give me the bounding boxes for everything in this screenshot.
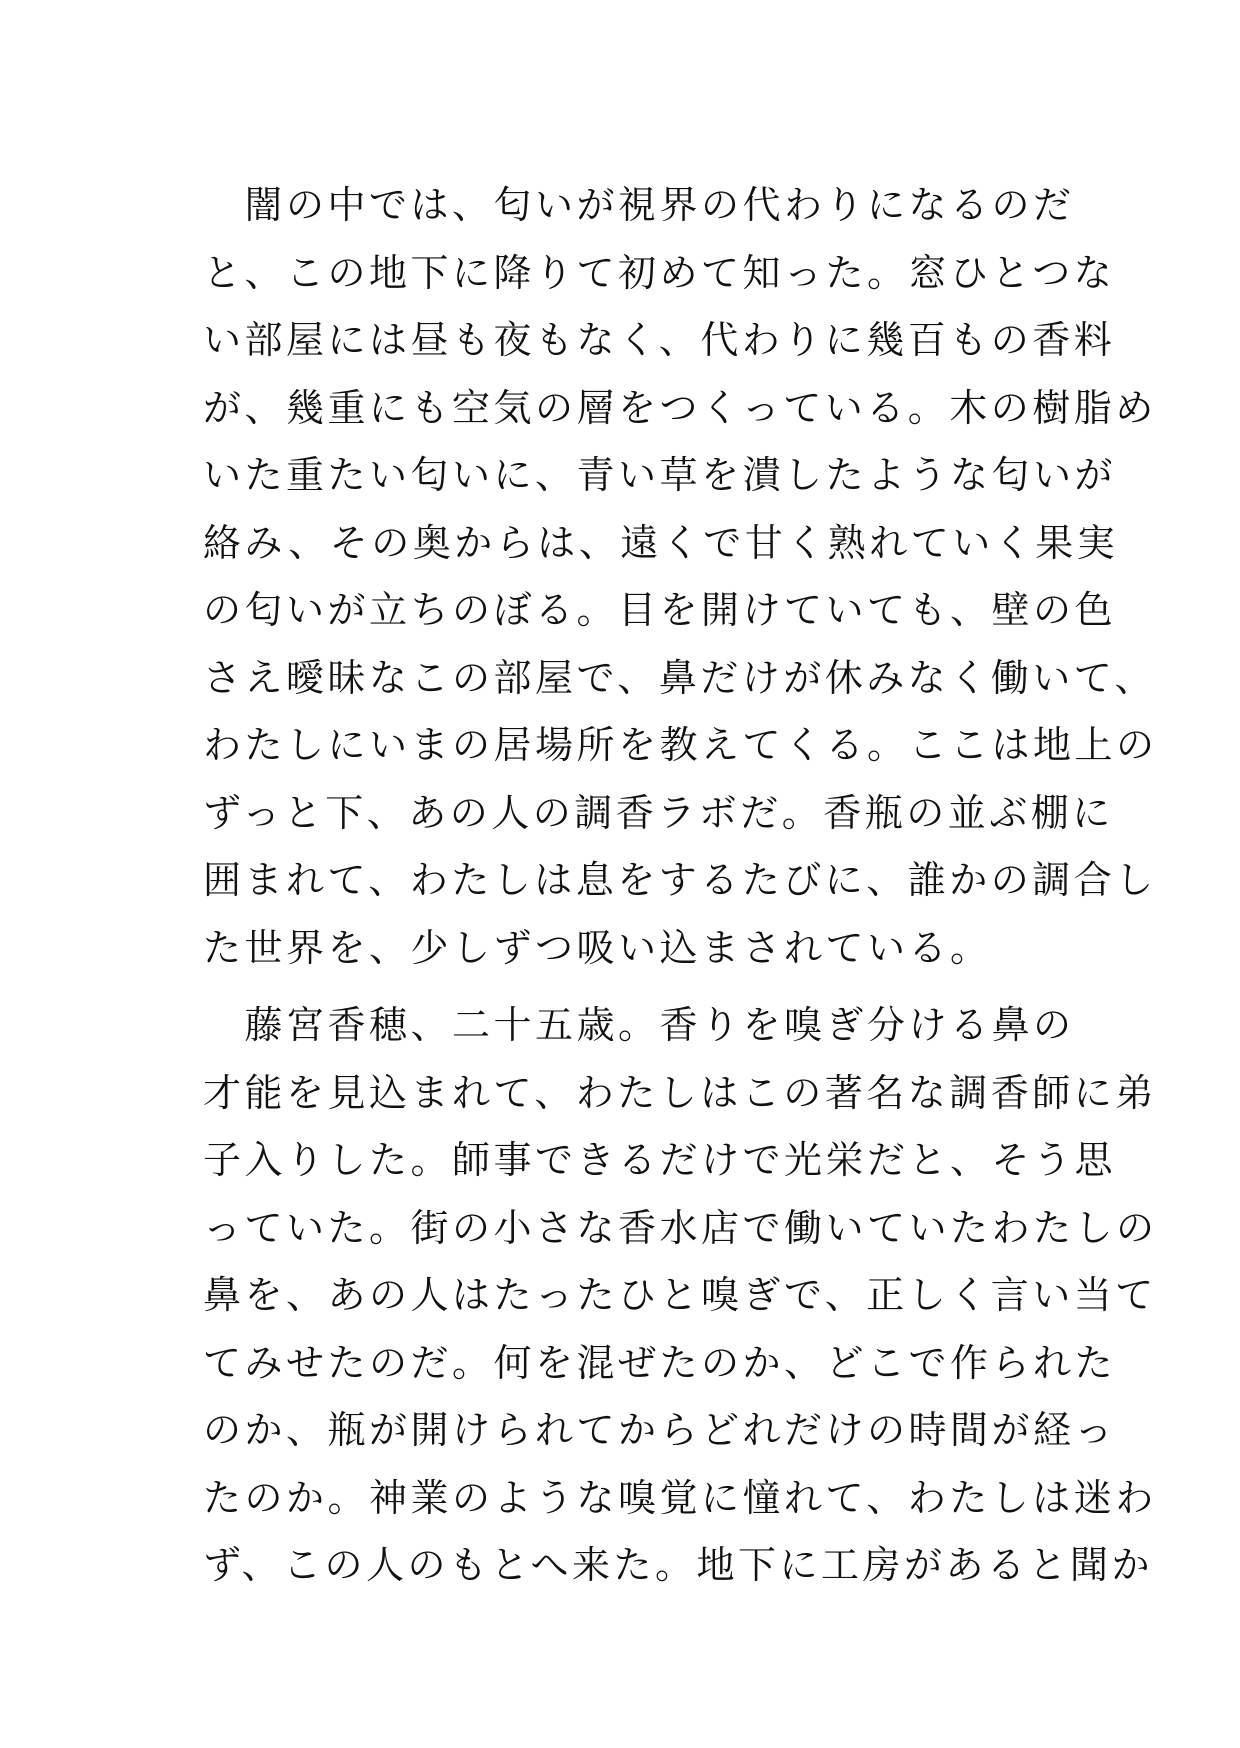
text-line: たのか。神業のような嗅覚に憧れて、わたしは迷わ [203, 1475, 1157, 1520]
body-text [203, 172, 1158, 1600]
text-line: の匂いが立ちのぼる。目を開けていても、壁の色 [203, 588, 1117, 632]
text-line: 囲まれて、わたしは息をするたびに、誰かの調合し [203, 858, 1157, 902]
text-line: ず、この人のもとへ来た。地下に工房があると聞か [203, 1543, 1153, 1587]
text-line: のか、瓶が開けられてからどれだけの時間が経っ [203, 1408, 1117, 1452]
text-line: と、この地下に降りて初めて知った。窓ひとつな [203, 250, 1116, 295]
paragraph-gap [203, 982, 1043, 992]
text-line: 藤宮香穂、二十五歳。香りを嗅ぎ分ける鼻の [203, 1003, 1075, 1047]
paragraph [203, 172, 1158, 982]
text-line: 絡み、その奥からは、遠くで甘く熟れていく果実 [203, 520, 1119, 565]
paragraph [203, 992, 1158, 1600]
text-line: い部屋には昼も夜もなく、代わりに幾百もの香料 [203, 318, 1116, 362]
text-line: た世界を、少しずつ吸い込まされている。 [203, 925, 992, 970]
text-line: わたしにいまの居場所を教えてくる。ここは地上の [203, 723, 1158, 767]
text-line: 闇の中では、匂いが視界の代わりになるのだ [203, 183, 1075, 227]
text-line: てみせたのだ。何を混ぜたのか、どこで作られた [203, 1340, 1117, 1385]
text-line: いた重たい匂いに、青い草を潰したような匂いが [203, 453, 1117, 497]
text-line: 鼻を、あの人はたったひと嗅ぎで、正しく言い当て [203, 1273, 1157, 1317]
text-line: が、幾重にも空気の層をつくっている。木の樹脂め [203, 385, 1157, 430]
text-line: 子入りした。師事できるだけで光栄だと、そう思 [203, 1138, 1117, 1182]
text-line: っていた。街の小さな香水店で働いていたわたしの [203, 1205, 1158, 1250]
text-line: 才能を見込まれて、わたしはこの著名な調香師に弟 [203, 1070, 1157, 1115]
text-line: ずっと下、あの人の調香ラボだ。香瓶の並ぶ棚に [203, 790, 1114, 835]
text-line: さえ曖昧なこの部屋で、鼻だけが休みなく働いて、 [203, 655, 1156, 700]
